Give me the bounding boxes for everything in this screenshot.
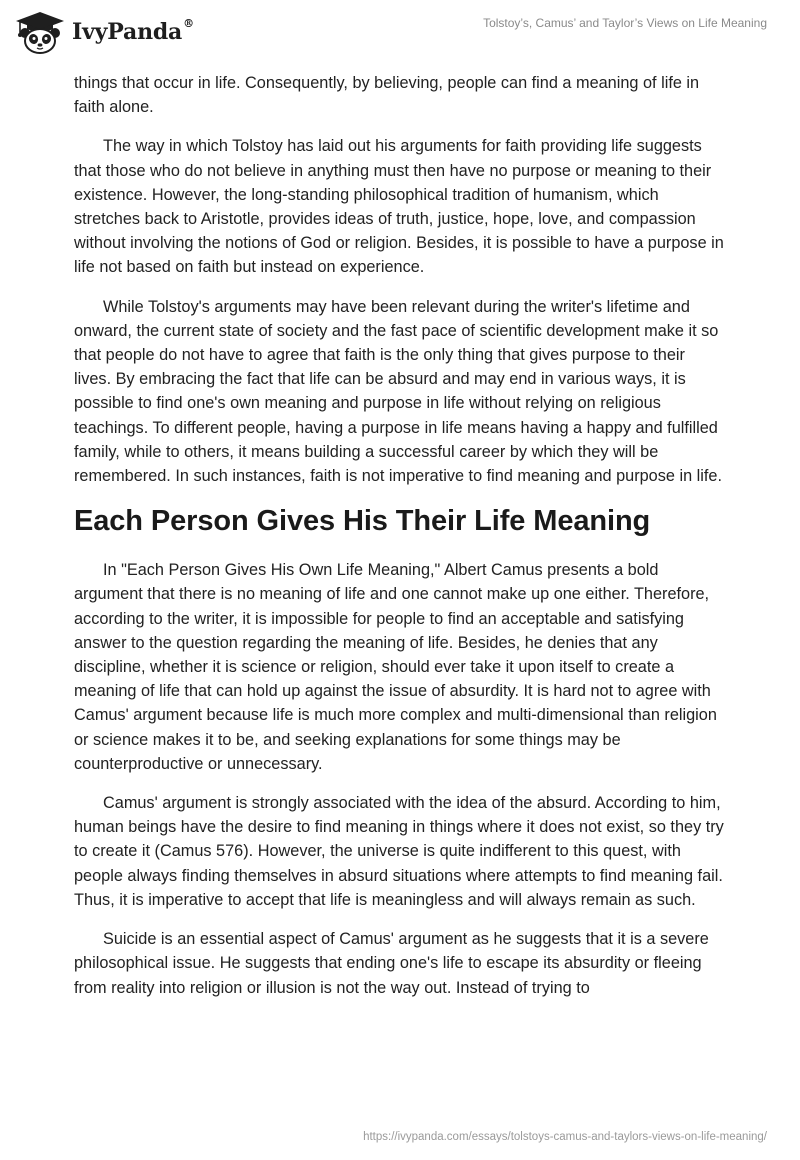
page-header (0, 0, 800, 70)
registered-mark: ® (183, 16, 194, 30)
paragraph: Camus' argument is strongly associated with the idea of the absurd. According to him, human beings have the desire to find meaning in things where it does not exist, so they try to create it (Camus 576). However, the universe is quite indifferent to this quest, with people always finding themselves in absurd situations where attempts to find meaning fail. Thus, it is imperative to accept that life is meaningless and will always remain as such. (74, 794, 724, 909)
panda-graduate-icon (14, 10, 66, 54)
paragraph: things that occur in life. Consequently, by believing, people can find a meaning of life in faith alone. (74, 74, 700, 117)
section-heading: Each Person Gives His Their Life Meaning (74, 505, 651, 538)
paragraph: The way in which Tolstoy has laid out his arguments for faith providing life suggests that those who do not believe in anything must then have no purpose or meaning to their existence. However, the long-standing philosophical tradition of humanism, which stretches back to Aristotle, provides ideas of truth, justice, hope, love, and compassion without involving the notions of God or religion. Besides, it is possible to have a purpose in life not based on faith but instead on experience. (74, 137, 724, 277)
brand-name: IvyPanda® (72, 16, 194, 45)
paragraph: While Tolstoy's arguments may have been relevant during the writer's lifetime and onward, the current state of society and the fast pace of scientific development make it so that people do not have to agree that faith is the only thing that gives purpose to their lives. By embracing the fact that life can be absurd and may end in various ways, it is possible to find one's own meaning and purpose in life without relying on religious teachings. To different people, having a purpose in life means having a happy and fulfilled family, while to others, it means building a successful career by which they will be remembered. In such instances, faith is not imperative to find meaning and purpose in life. (74, 297, 722, 486)
document-title: Tolstoy’s, Camus’ and Taylor’s Views on Life Meaning (483, 16, 767, 30)
essay-body (74, 71, 724, 1015)
paragraph: In "Each Person Gives His Own Life Meaning," Albert Camus presents a bold argument that there is no meaning of life and one cannot make up one either. Therefore, according to the writer, it is impossible for people to find an acceptable and satisfying answer to the question regarding the meaning of life. Besides, he denies that any discipline, whether it is science or religion, should ever take it upon itself to create a meaning of life that can hold up against the issue of absurdity. It is hard not to agree with Camus' argument because life is much more complex and multi-dimensional than religion or science makes it to be, and seeking explanations for some things may be counterproductive or unnecessary. (74, 561, 717, 773)
source-url[interactable]: https://ivypanda.com/essays/tolstoys-camus-and-taylors-views-on-life-meaning/ (363, 1131, 767, 1143)
brand-logo[interactable] (14, 9, 194, 55)
paragraph: Suicide is an essential aspect of Camus' argument as he suggests that it is a severe philosophical issue. He suggests that ending one's life to escape its absurdity or fleeing from reality into religion or illusion is not the way out. Instead of trying to (74, 930, 709, 997)
